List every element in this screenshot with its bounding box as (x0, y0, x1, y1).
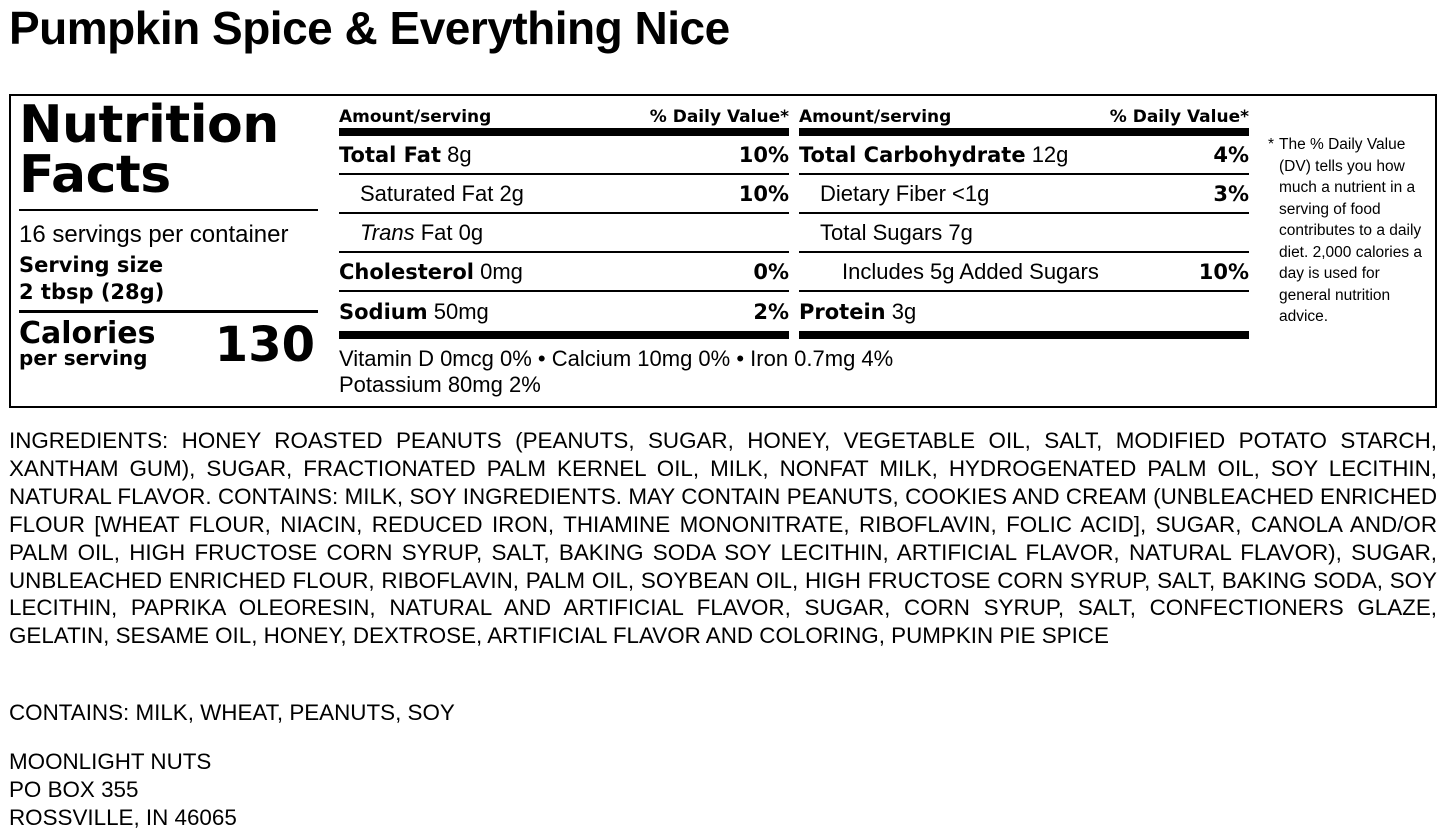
nutrient-dv: 0% (753, 259, 789, 284)
nutrient-name: Includes 5g Added Sugars (842, 258, 1099, 284)
divider (19, 209, 318, 211)
vitamins-minerals (339, 346, 893, 398)
daily-value-header: % Daily Value* (649, 107, 789, 127)
nutrient-dv: 10% (738, 142, 789, 167)
nutrient-row-saturated-fat (339, 175, 789, 214)
servings-per-container: 16 servings per container (19, 221, 289, 248)
serving-size-value: 2 tbsp (28g) (19, 280, 165, 304)
footnote-asterisk: * (1268, 136, 1275, 153)
daily-value-footnote (1268, 134, 1433, 328)
nutrient-name: Total Fat (339, 142, 442, 167)
nutrient-dv: 3% (1213, 181, 1249, 206)
nutrient-row-trans-fat (339, 214, 789, 253)
nutrient-dv: 2% (753, 299, 789, 324)
nutrient-amount: <1g (952, 180, 990, 206)
nutrient-amount: 8g (447, 141, 472, 167)
nutrient-row-total-sugars (799, 214, 1249, 253)
calories-per-serving-label: per serving (19, 346, 148, 370)
vitamins-line: Vitamin D 0mcg 0% • Calcium 10mg 0% • Iron 0.7mg 4% (339, 346, 894, 371)
ingredients-list: INGREDIENTS: HONEY ROASTED PEANUTS (PEANUTS, SUGAR, HONEY, VEGETABLE OIL, SALT, MODIFIED POTATO STARCH, XANTHAM GUM), SUGAR, FRACTIONATED PALM KERNEL OIL, MILK, NONFAT MILK, HYDROGENATED PALM OIL, SOY LECITHIN, NATURAL FLAVOR. CONTAINS: MILK, SOY INGREDIENTS. MAY CONTAIN PEANUTS, COOKIES AND CREAM (UNBLEACHED ENRICHED FLOUR [WHEAT FLOUR, NIACIN, REDUCED IRON, THIAMINE MONONITRATE, RIBOFLAVIN, FOLIC ACID], SUGAR, CANOLA AND/OR PALM OIL, HIGH FRUCTOSE CORN SYRUP, SALT, BAKING SODA SOY LECITHIN, ARTIFICIAL FLAVOR, NATURAL FLAVOR), SUGAR, UNBLEACHED ENRICHED FLOUR, RIBOFLAVIN, PALM OIL, SOYBEAN OIL, HIGH FRUCTOSE CORN SYRUP, SALT, BAKING SODA, SOY LECITHIN, PAPRIKA OLEORESIN, NATURAL AND ARTIFICIAL FLAVOR, SUGAR, CORN SYRUP, SALT, CONFECTIONERS GLAZE, GELATIN, SESAME OIL, HONEY, DEXTROSE, ARTIFICIAL FLAVOR AND COLORING, PUMPKIN PIE SPICE (9, 428, 1437, 649)
nutrient-row-cholesterol (339, 253, 789, 292)
nutrient-column-1 (339, 104, 789, 339)
nutrient-name: Total Sugars (820, 219, 943, 245)
daily-value-header: % Daily Value* (1109, 107, 1249, 127)
allergen-statement: CONTAINS: MILK, WHEAT, PEANUTS, SOY (9, 700, 455, 725)
nutrient-name: Fat (420, 219, 453, 245)
amount-serving-header: Amount/serving (339, 107, 492, 127)
nutrient-row-total-carbohydrate (799, 136, 1249, 175)
nutrient-amount: 50mg (433, 298, 489, 324)
vitamins-line: Potassium 80mg 2% (339, 372, 541, 397)
nutrient-dv: 10% (1198, 259, 1249, 284)
nutrition-facts-label (9, 94, 1437, 408)
product-title: Pumpkin Spice & Everything Nice (9, 2, 730, 54)
heading-line-nutrition: Nutrition (19, 95, 279, 155)
divider (19, 310, 318, 313)
nutrient-amount: 12g (1031, 141, 1069, 167)
nutrient-dv: 4% (1213, 142, 1249, 167)
nutrient-name: Cholesterol (339, 259, 474, 284)
nutrient-dv: 10% (738, 181, 789, 206)
nutrient-row-sodium (339, 292, 789, 331)
nutrient-name: Sodium (339, 299, 428, 324)
footnote-text: The % Daily Value (DV) tells you how much a nutrient in a serving of food contributes to a daily diet. 2,000 calories a day is used for general nutrition advice. (1279, 136, 1423, 325)
heading-line-facts: Facts (19, 145, 171, 205)
calories-label: Calories (19, 316, 156, 351)
column-header (799, 104, 1249, 128)
nutrient-row-added-sugars (799, 253, 1249, 292)
nutrition-facts-heading (19, 95, 318, 205)
address-line: ROSSVILLE, IN 46065 (9, 805, 237, 830)
thick-rule (799, 331, 1249, 339)
calories-value: 130 (214, 317, 315, 373)
address-line: PO BOX 355 (9, 777, 139, 802)
nutrient-name: Saturated Fat (360, 180, 494, 206)
serving-size-label: Serving size (19, 253, 164, 277)
column-header (339, 104, 789, 128)
nutrient-amount: 7g (948, 219, 973, 245)
nutrient-column-2 (799, 104, 1249, 339)
nutrient-row-protein (799, 292, 1249, 331)
amount-serving-header: Amount/serving (799, 107, 952, 127)
nutrient-row-dietary-fiber (799, 175, 1249, 214)
nutrient-amount: 0g (458, 219, 484, 245)
nutrient-amount: 0mg (480, 258, 523, 284)
manufacturer-address (9, 748, 237, 832)
nutrient-name: Total Carbohydrate (799, 142, 1026, 167)
address-line: MOONLIGHT NUTS (9, 749, 212, 774)
nutrient-name: Dietary Fiber (820, 180, 946, 206)
thick-rule (339, 331, 789, 339)
nutrient-amount: 2g (499, 180, 524, 206)
thick-rule (339, 128, 789, 136)
nutrient-name-italic: Trans (360, 219, 415, 245)
nutrient-amount: 3g (891, 298, 917, 324)
nutrient-row-total-fat (339, 136, 789, 175)
thick-rule (799, 128, 1249, 136)
nutrient-name: Protein (799, 299, 886, 324)
